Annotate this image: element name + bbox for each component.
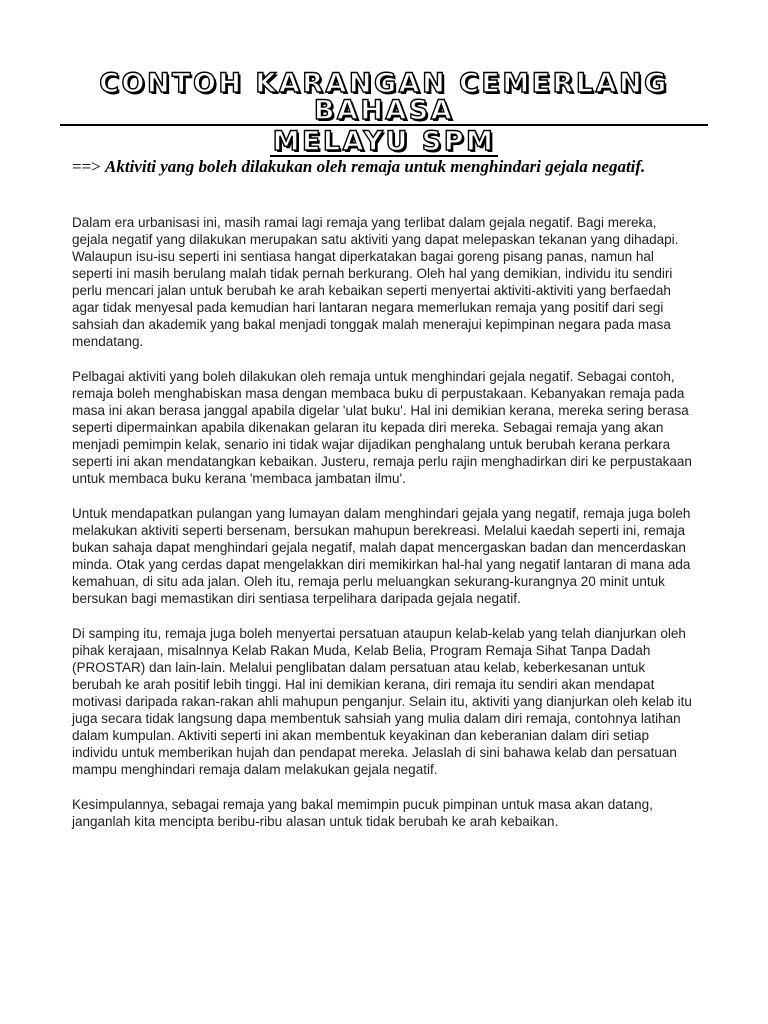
paragraph-conclusion: Kesimpulannya, sebagai remaja yang bakal memimpin pucuk pimpinan untuk masa akan datang, janganlah kita mencipta beribu-ribu alasan untuk tidak berubah ke arah kebaikan. — [72, 797, 653, 829]
paragraph-point-1: Pelbagai aktiviti yang boleh dilakukan oleh remaja untuk menghindari gejala negatif. Sebagai contoh, remaja boleh menghabiskan masa dengan membaca buku di perpustakaan. Kebanyakan remaja pada masa ini akan berasa janggal apabila digelar 'ulat buku'. Hal ini demikian kerana, mereka sering berasa seperti dipermainkan apabila dikenakan gelaran itu kepada diri mereka. Sebagai remaja yang akan menjadi pemimpin kelak, senario ini tidak wajar dijadikan penghalang untuk berubah kerana perkara seperti ini akan mendatangkan kebaikan. Justeru, remaja perlu rajin menghadirkan diri ke perpustakaan untuk membaca buku kerana 'membaca jambatan ilmu'. — [72, 369, 692, 486]
title-line-1: CONTOH KARANGAN CEMERLANG BAHASA — [60, 70, 708, 126]
essay-topic — [72, 155, 672, 179]
page-title — [60, 70, 708, 157]
paragraph-introduction: Dalam era urbanisasi ini, masih ramai lagi remaja yang terlibat dalam gejala negatif. Bagi mereka, gejala negatif yang dilakukan merupakan satu aktiviti yang dapat melepaskan tekanan yang dihadapi. Walaupun isu-isu seperti ini sentiasa hangat diperkatakan bagai goreng pisang panas, namun hal seperti ini masih berulang malah tidak pernah berkurang. Oleh hal yang demikian, individu itu sendiri perlu mencari jalan untuk berubah ke arah kebaikan seperti menyertai aktiviti-aktiviti yang berfaedah agar tidak menyesal pada kemudian hari lantaran negara memerlukan remaja yang positif dari segi sahsiah dan akademik yang bakal menjadi tonggak malah menerajui kepimpinan negara pada masa mendatang. — [72, 215, 679, 349]
title-line-2: MELAYU SPM — [270, 128, 499, 157]
paragraph-point-2: Untuk mendapatkan pulangan yang lumayan dalam menghindari gejala yang negatif, remaja juga boleh melakukan aktiviti seperti bersenam, bersukan mahupun berekreasi. Melalui kaedah seperti ini, remaja bukan sahaja dapat menghindari gejala negatif, malah dapat mencergaskan badan dan mencerdaskan minda. Otak yang cerdas dapat mengelakkan diri memikirkan hal-hal yang negatif lantaran di mana ada kemahuan, di situ ada jalan. Oleh itu, remaja perlu meluangkan sekurang-kurangnya 20 minit untuk bersukan bagi memastikan diri sentiasa terpelihara daripada gejala negatif. — [72, 506, 691, 606]
paragraph-point-3: Di samping itu, remaja juga boleh menyertai persatuan ataupun kelab-kelab yang telah dianjurkan oleh pihak kerajaan, misalnnya Kelab Rakan Muda, Kelab Belia, Program Remaja Sihat Tanpa Dadah (PROSTAR) dan lain-lain. Melalui penglibatan dalam persatuan atau kelab, keberkesanan untuk berubah ke arah positif lebih tinggi. Hal ini demikian kerana, diri remaja itu sendiri akan mendapat motivasi daripada rakan-rakan ahli mahupun penganjur. Selain itu, aktiviti yang dianjurkan oleh kelab itu juga secara tidak langsung dapa membentuk sahsiah yang mulia dalam diri remaja, contohnya latihan dalam kumpulan. Aktiviti seperti ini akan membentuk keyakinan dan keberanian dalam diri setiap individu untuk memberikan hujah dan pendapat mereka. Jelaslah di sini bahawa kelab dan persatuan mampu menghindari remaja dalam melakukan gejala negatif. — [72, 626, 692, 777]
topic-text: Aktiviti yang boleh dilakukan oleh remaja untuk menghindari gejala negatif. — [105, 157, 646, 176]
topic-arrow: ==> — [72, 157, 106, 176]
essay-body — [72, 214, 692, 848]
